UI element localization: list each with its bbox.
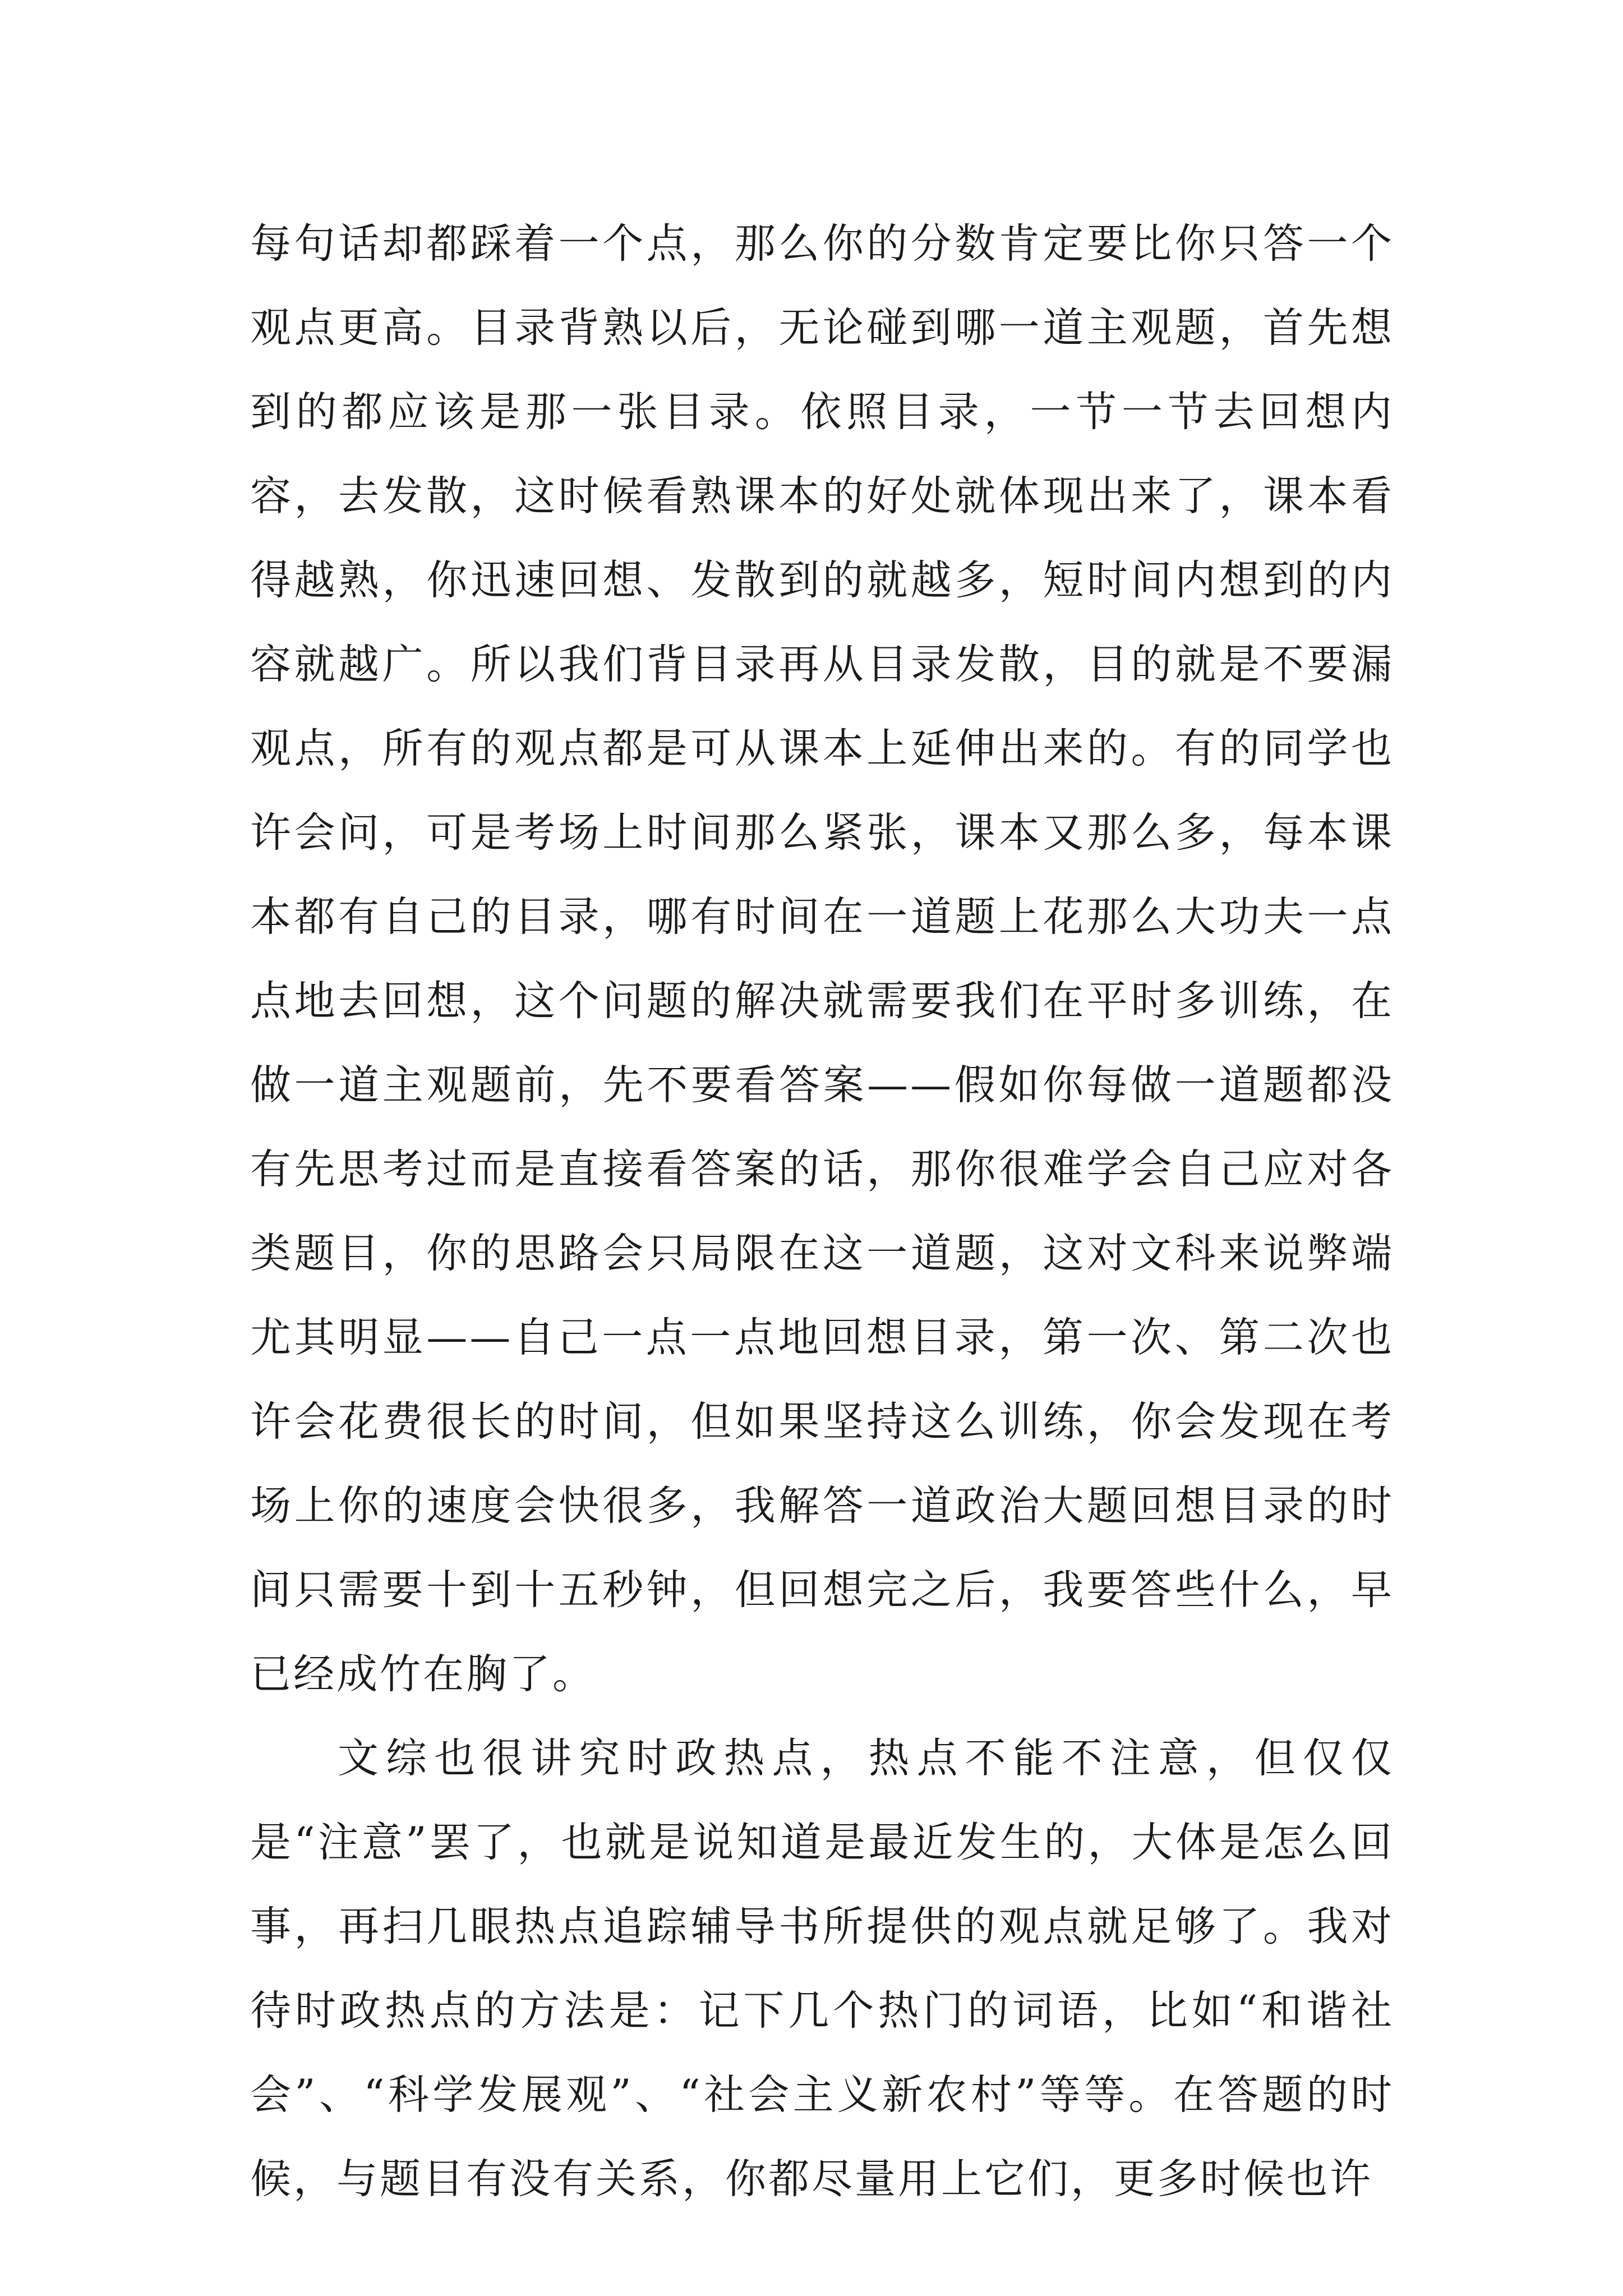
body-text	[250, 202, 1394, 2221]
paragraph-continued: 每句话却都踩着一个点，那么你的分数肯定要比你只答一个观点更高。目录背熟以后，无论碰到哪一道主观题，首先想到的都应该是那一张目录。依照目录，一节一节去回想内容，去发散，这时候看熟课本的好处就体现出来了，课本看得越熟，你迅速回想、发散到的就越多，短时间内想到的内容就越广。所以我们背目录再从目录发散，目的就是不要漏观点，所有的观点都是可从课本上延伸出来的。有的同学也许会问，可是考场上时间那么紧张，课本又那么多，每本课本都有自己的目录，哪有时间在一道题上花那么大功夫一点点地去回想，这个问题的解决就需要我们在平时多训练，在做一道主观题前，先不要看答案——假如你每做一道题都没有先思考过而是直接看答案的话，那你很难学会自己应对各类题目，你的思路会只局限在这一道题，这对文科来说弊端尤其明显——自己一点一点地回想目录，第一次、第二次也许会花费很长的时间，但如果坚持这么训练，你会发现在考场上你的速度会快很多，我解答一道政治大题回想目录的时间只需要十到十五秒钟，但回想完之后，我要答些什么，早已经成竹在胸了。	[250, 220, 1394, 1698]
paragraph-current-affairs: 文综也很讲究时政热点，热点不能不注意，但仅仅是“注意”罢了，也就是说知道是最近发生的，大体是怎么回事，再扫几眼热点追踪辅导书所提供的观点就足够了。我对待时政热点的方法是：记下几个热门的词语，比如“和谐社会”、“科学发展观”、“社会主义新农村”等等。在答题的时候，与题目有没有关系，你都尽量用上它们，更多时候也许	[250, 1734, 1394, 2203]
